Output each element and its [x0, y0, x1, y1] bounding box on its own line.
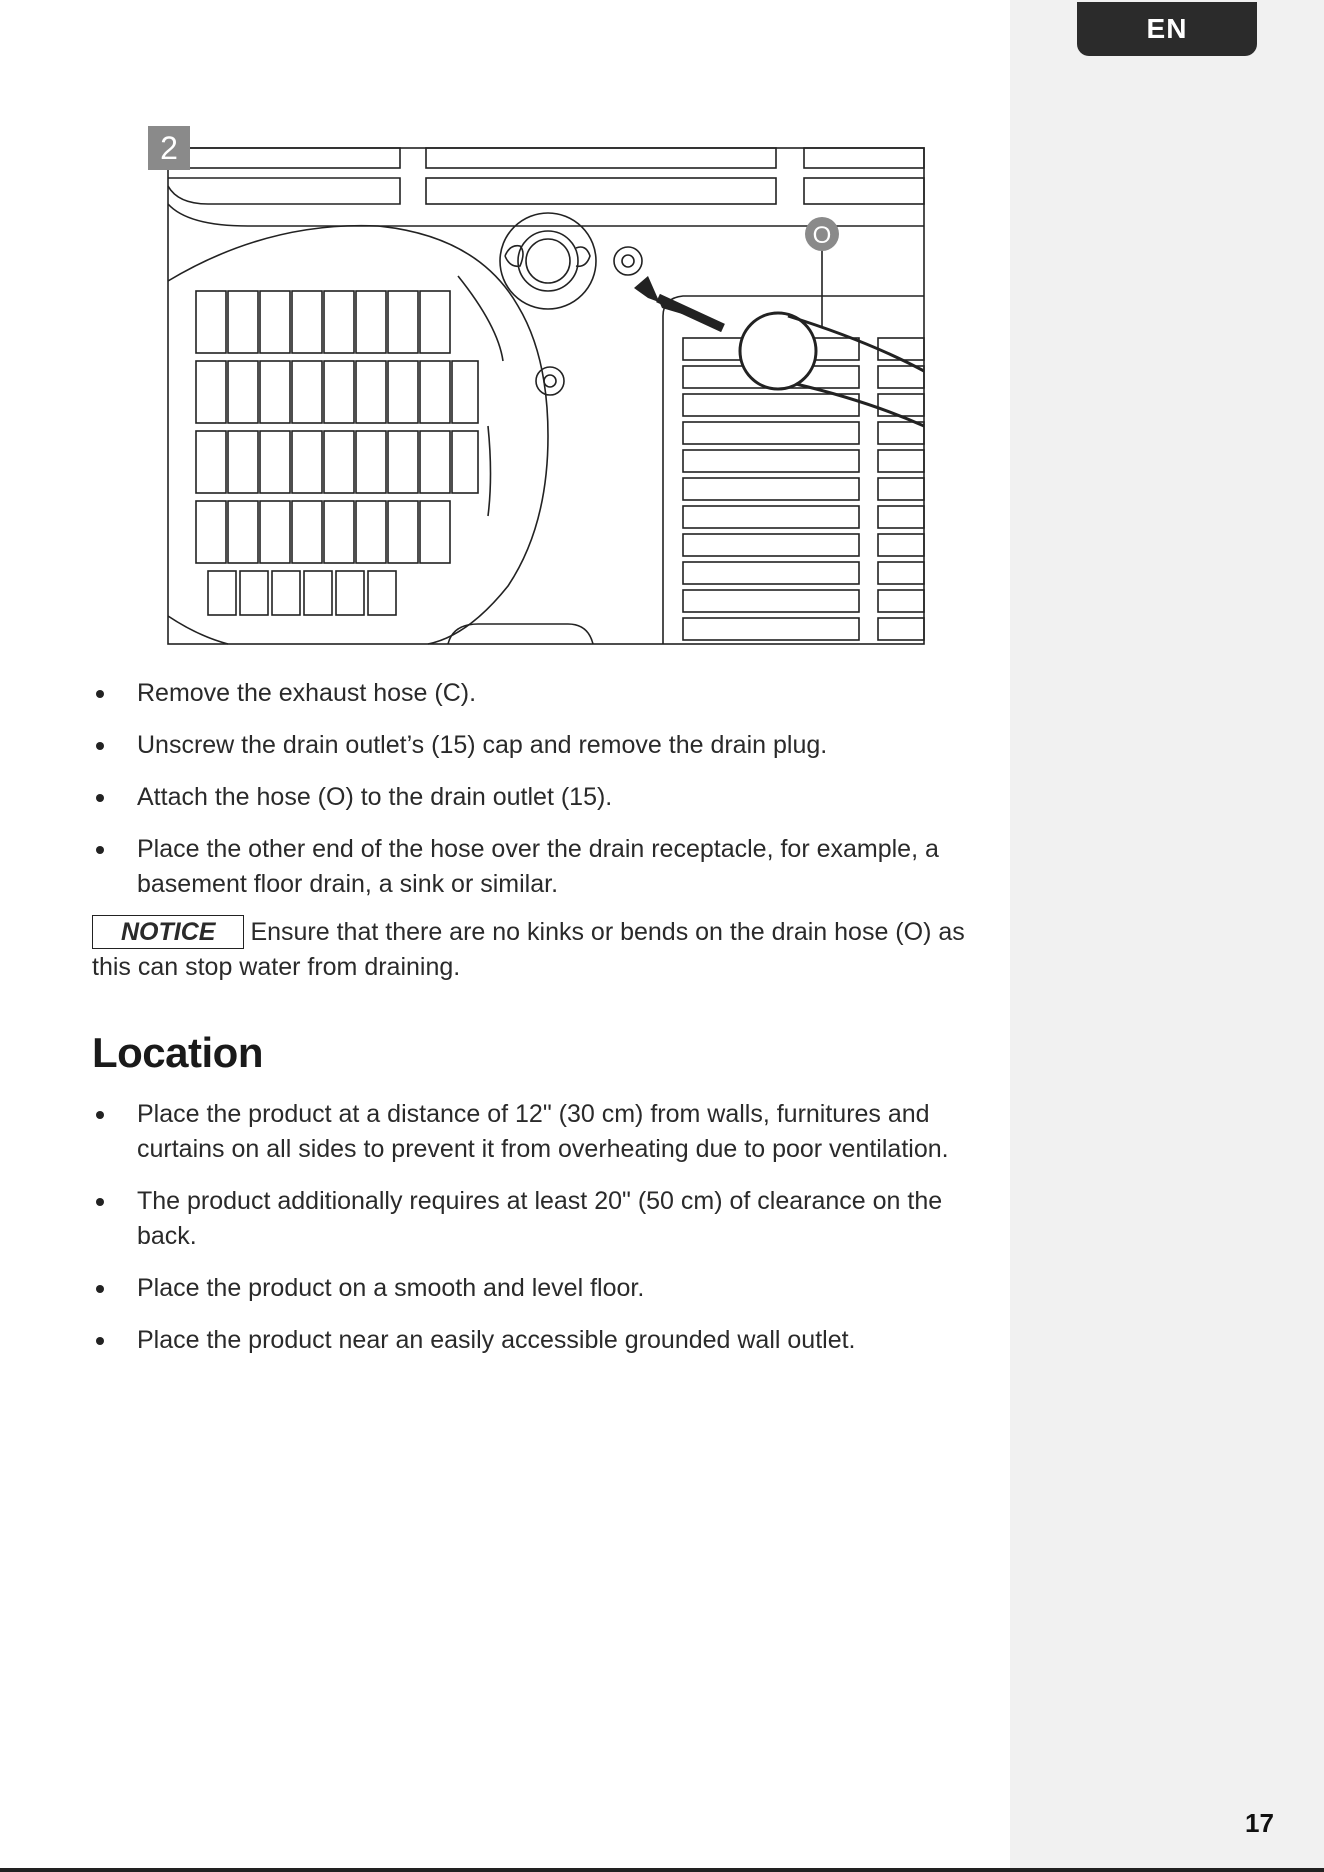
language-badge: EN — [1077, 2, 1257, 56]
notice-text: Ensure that there are no kinks or bends on the drain hose (O) as this can stop water from draining. — [92, 918, 965, 981]
list-item: The product additionally requires at least 20" (50 cm) of clearance on the back. — [92, 1184, 992, 1254]
notice-label: NOTICE — [92, 915, 244, 949]
list-item: Place the other end of the hose over the drain receptacle, for example, a basement floor drain, a sink or similar. — [92, 832, 992, 902]
bullet-icon — [96, 1111, 104, 1119]
bullet-icon — [96, 846, 104, 854]
page-number: 17 — [1245, 1808, 1274, 1838]
notice-block — [92, 915, 992, 985]
bullet-icon — [96, 1198, 104, 1206]
figure-number: 2 — [148, 126, 190, 170]
page-sidebar — [1010, 0, 1324, 1872]
location-list — [92, 1097, 992, 1358]
callout-o-label: O — [812, 222, 832, 249]
list-item: Attach the hose (O) to the drain outlet (15). — [92, 780, 992, 815]
bullet-icon — [96, 1285, 104, 1293]
list-item: Remove the exhaust hose (C). — [92, 676, 992, 711]
bottom-rule — [0, 1868, 1324, 1872]
section-title-location: Location — [92, 1029, 263, 1076]
list-item: Unscrew the drain outlet’s (15) cap and remove the drain plug. — [92, 728, 992, 763]
bullet-icon — [96, 690, 104, 698]
bullet-icon — [96, 794, 104, 802]
bullet-icon — [96, 1337, 104, 1345]
instructions-content — [92, 676, 992, 1375]
drain-steps-list — [92, 676, 992, 902]
list-item: Place the product on a smooth and level floor. — [92, 1271, 992, 1306]
drain-outlet-illustration — [148, 126, 930, 646]
list-item: Place the product at a distance of 12" (30 cm) from walls, furnitures and curtains on all sides to prevent it from overheating due to poor ventilation. — [92, 1097, 992, 1167]
bullet-icon — [96, 742, 104, 750]
list-item: Place the product near an easily accessible grounded wall outlet. — [92, 1323, 992, 1358]
figure-drain-hose — [148, 126, 930, 646]
